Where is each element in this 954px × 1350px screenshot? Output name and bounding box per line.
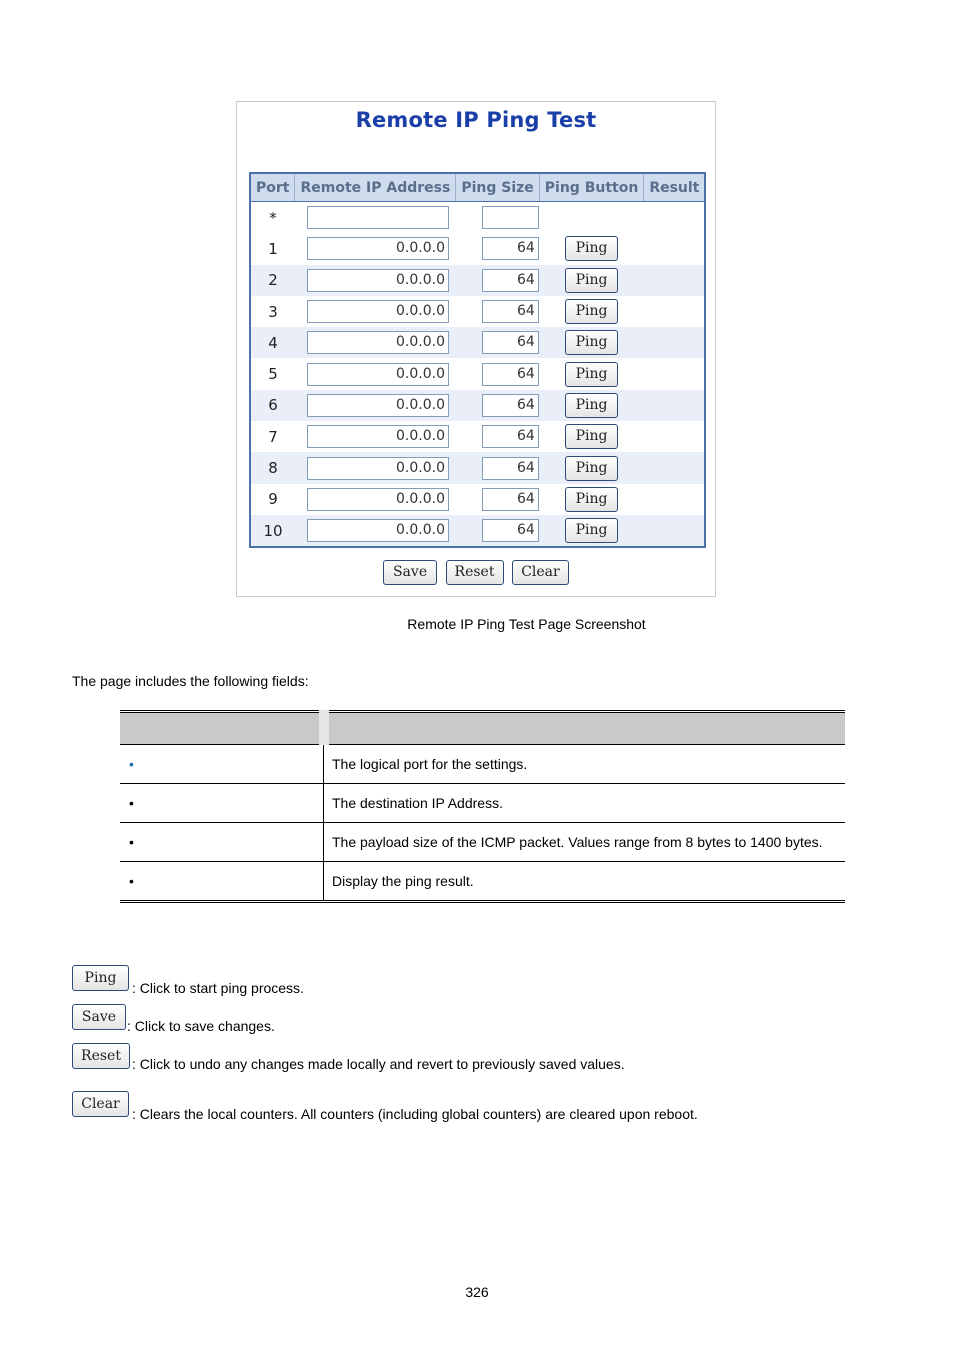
remote-ip-input[interactable]: 0.0.0.0: [307, 363, 449, 386]
table-row: [250, 233, 705, 264]
result-cell: [644, 515, 706, 547]
remote-ip-input[interactable]: 0.0.0.0: [307, 300, 449, 323]
port-cell: 4: [250, 327, 295, 358]
fields-header-object: [120, 712, 324, 745]
result-cell: [644, 202, 706, 234]
port-cell: 1: [250, 233, 295, 264]
ping-table-header: [250, 173, 705, 202]
result-cell: [644, 421, 706, 452]
remote-ip-input[interactable]: 0.0.0.0: [307, 488, 449, 511]
ping-size-input[interactable]: 64: [482, 425, 539, 448]
ping-button[interactable]: Ping: [565, 299, 618, 324]
page-number: 326: [465, 1284, 489, 1300]
bullet: •: [129, 873, 134, 889]
field-object-cell: [120, 745, 324, 784]
remote-ip-input[interactable]: 0.0.0.0: [307, 425, 449, 448]
port-cell: 6: [250, 390, 295, 421]
button-description-text: : Click to save changes.: [127, 1018, 275, 1034]
ping-button[interactable]: Ping: [565, 424, 618, 449]
fields-header-description: [324, 712, 846, 745]
ping-size-input-all[interactable]: [482, 206, 539, 229]
table-row-all-ports: [250, 202, 705, 234]
result-cell: [644, 390, 706, 421]
port-cell: 8: [250, 452, 295, 483]
remote-ip-input[interactable]: 0.0.0.0: [307, 394, 449, 417]
result-cell: [644, 358, 706, 389]
result-cell: [644, 233, 706, 264]
button-description-text: : Click to start ping process.: [132, 980, 304, 996]
fields-table-header: [120, 712, 845, 745]
button-description-text: : Click to undo any changes made locally and revert to previously saved values.: [132, 1056, 625, 1072]
field-row: [120, 823, 845, 862]
bullet: •: [129, 756, 134, 772]
port-cell: 10: [250, 515, 295, 547]
result-cell: [644, 484, 706, 515]
table-row: [250, 484, 705, 515]
ping-button[interactable]: Ping: [565, 330, 618, 355]
field-row: [120, 745, 845, 784]
result-cell: [644, 327, 706, 358]
table-row: [250, 452, 705, 483]
bullet: •: [129, 834, 134, 850]
port-cell: 2: [250, 265, 295, 296]
field-description: Display the ping result.: [324, 862, 846, 902]
column-header-result: Result: [644, 173, 706, 202]
field-description: The logical port for the settings.: [324, 745, 846, 784]
ping-size-input[interactable]: 64: [482, 519, 539, 542]
field-object-cell: [120, 823, 324, 862]
fields-table: [120, 710, 845, 903]
ping-button[interactable]: Ping: [565, 518, 618, 543]
port-cell: 7: [250, 421, 295, 452]
table-row: [250, 296, 705, 327]
reset-button[interactable]: Reset: [446, 560, 504, 585]
bullet: •: [129, 795, 134, 811]
field-description: The payload size of the ICMP packet. Values range from 8 bytes to 1400 bytes.: [324, 823, 846, 862]
button-description-text: : Clears the local counters. All counters (including global counters) are cleared upon reboot.: [132, 1106, 698, 1122]
result-cell: [644, 296, 706, 327]
form-buttons: [237, 560, 715, 585]
remote-ip-input[interactable]: 0.0.0.0: [307, 331, 449, 354]
ping-size-input[interactable]: 64: [482, 363, 539, 386]
screenshot-title: Remote IP Ping Test: [355, 108, 597, 132]
ping-size-input[interactable]: 64: [482, 237, 539, 260]
remote-ip-input[interactable]: 0.0.0.0: [307, 237, 449, 260]
ping-button[interactable]: Ping: [565, 362, 618, 387]
table-row: [250, 265, 705, 296]
remote-ip-input[interactable]: 0.0.0.0: [307, 457, 449, 480]
remote-ip-input[interactable]: 0.0.0.0: [307, 269, 449, 292]
table-row: [250, 390, 705, 421]
table-row: [250, 515, 705, 547]
figure-caption: Remote IP Ping Test Page Screenshot: [407, 616, 646, 632]
column-header-remote-ip: Remote IP Address: [295, 173, 456, 202]
ping-button[interactable]: Ping: [565, 487, 618, 512]
reset-button-sample: Reset: [72, 1043, 130, 1069]
ping-size-input[interactable]: 64: [482, 394, 539, 417]
field-object-cell: [120, 784, 324, 823]
result-cell: [644, 265, 706, 296]
field-object-cell: [120, 862, 324, 902]
port-cell: *: [250, 202, 295, 234]
field-row: [120, 784, 845, 823]
ping-size-input[interactable]: 64: [482, 300, 539, 323]
clear-button[interactable]: Clear: [512, 560, 569, 585]
field-row: [120, 862, 845, 902]
column-header-ping-size: Ping Size: [456, 173, 539, 202]
ping-button[interactable]: Ping: [565, 236, 618, 261]
remote-ip-input[interactable]: 0.0.0.0: [307, 519, 449, 542]
column-header-ping-button: Ping Button: [539, 173, 644, 202]
clear-button-sample: Clear: [72, 1091, 129, 1117]
ping-size-input[interactable]: 64: [482, 269, 539, 292]
ping-size-input[interactable]: 64: [482, 331, 539, 354]
column-header-port: Port: [250, 173, 295, 202]
port-cell: 3: [250, 296, 295, 327]
ping-size-input[interactable]: 64: [482, 488, 539, 511]
save-button[interactable]: Save: [383, 560, 437, 585]
ping-button[interactable]: Ping: [565, 456, 618, 481]
table-row: [250, 327, 705, 358]
ping-table: [249, 172, 706, 548]
remote-ip-input-all[interactable]: [307, 206, 449, 229]
result-cell: [644, 452, 706, 483]
field-description: The destination IP Address.: [324, 784, 846, 823]
port-cell: 5: [250, 358, 295, 389]
screenshot-panel: [236, 101, 716, 597]
table-row: [250, 358, 705, 389]
port-cell: 9: [250, 484, 295, 515]
intro-text: The page includes the following fields:: [72, 673, 309, 689]
ping-button[interactable]: Ping: [565, 393, 618, 418]
table-row: [250, 421, 705, 452]
ping-button[interactable]: Ping: [565, 268, 618, 293]
save-button-sample: Save: [72, 1004, 126, 1030]
ping-size-input[interactable]: 64: [482, 457, 539, 480]
ping-button-sample: Ping: [72, 965, 129, 991]
